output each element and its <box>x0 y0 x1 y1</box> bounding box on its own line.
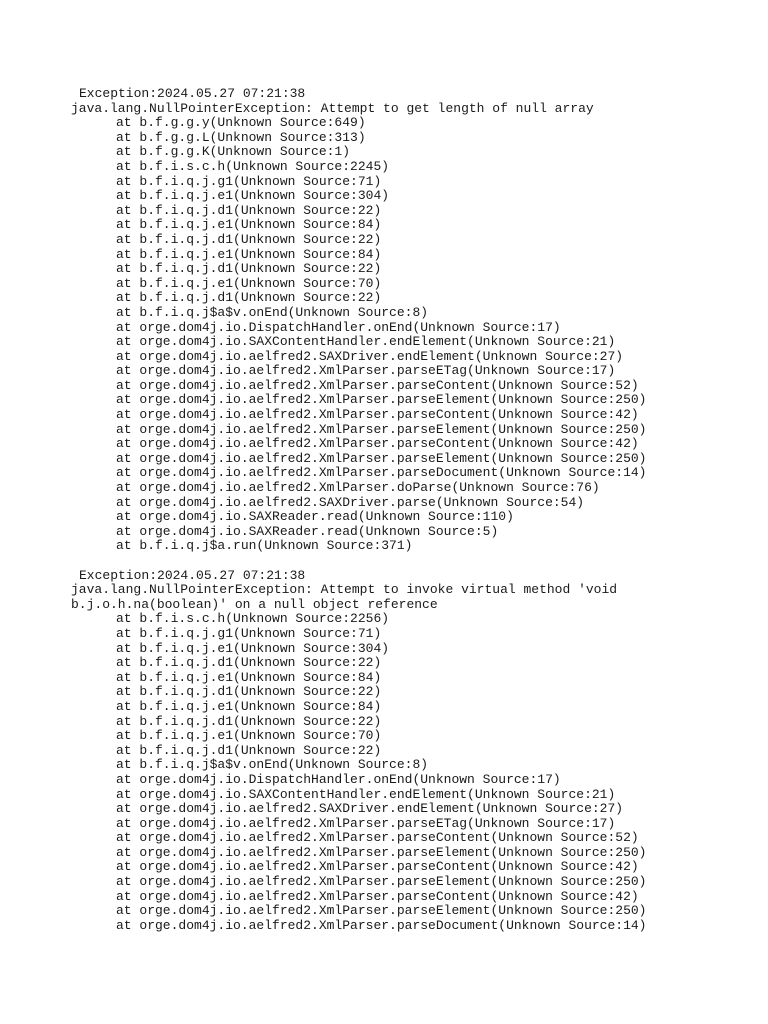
stack-frame: at b.f.i.q.j.d1(Unknown Source:22) <box>116 684 382 700</box>
stack-frame: at orge.dom4j.io.aelfred2.XmlParser.parseETag(Unknown Source:17) <box>116 815 616 831</box>
exception-message: java.lang.NullPointerException: Attempt to get length of null array <box>71 100 594 116</box>
stack-frame: at b.f.i.s.c.h(Unknown Source:2245) <box>116 158 390 174</box>
stack-frame: at orge.dom4j.io.SAXReader.read(Unknown Source:110) <box>116 509 514 525</box>
stack-frame: at orge.dom4j.io.aelfred2.SAXDriver.endElement(Unknown Source:27) <box>116 348 624 364</box>
stack-frame: at orge.dom4j.io.DispatchHandler.onEnd(Unknown Source:17) <box>116 771 561 787</box>
stack-frame: at orge.dom4j.io.aelfred2.XmlParser.parseContent(Unknown Source:42) <box>116 407 639 423</box>
stack-frame: at orge.dom4j.io.aelfred2.XmlParser.parseElement(Unknown Source:250) <box>116 903 647 919</box>
stack-frame: at b.f.i.q.j.g1(Unknown Source:71) <box>116 625 382 641</box>
stack-frame: at orge.dom4j.io.aelfred2.XmlParser.parseElement(Unknown Source:250) <box>116 392 647 408</box>
stack-frame: at b.f.i.q.j.d1(Unknown Source:22) <box>116 655 382 671</box>
exception-timestamp: Exception:2024.05.27 07:21:38 <box>79 86 306 101</box>
stack-frame: at orge.dom4j.io.SAXReader.read(Unknown Source:5) <box>116 523 499 539</box>
stack-frame: at b.f.i.q.j.e1(Unknown Source:84) <box>116 217 382 233</box>
stack-frame: at b.f.i.s.c.h(Unknown Source:2256) <box>116 611 390 627</box>
exception-message: b.j.o.h.na(boolean)' on a null object reference <box>71 596 438 612</box>
stack-frame: at b.f.g.g.L(Unknown Source:313) <box>116 129 366 145</box>
exception-timestamp: Exception:2024.05.27 07:21:38 <box>79 567 306 583</box>
stack-frame: at b.f.i.q.j.d1(Unknown Source:22) <box>116 231 382 247</box>
stack-frame: at b.f.g.g.y(Unknown Source:649) <box>116 115 366 131</box>
stack-frame: at orge.dom4j.io.aelfred2.XmlParser.parseElement(Unknown Source:250) <box>116 450 647 466</box>
stack-frame: at b.f.i.q.j$a$v.onEnd(Unknown Source:8) <box>116 757 429 773</box>
stack-frame: at b.f.i.q.j.e1(Unknown Source:304) <box>116 188 390 204</box>
stack-frame: at b.f.i.q.j.e1(Unknown Source:84) <box>116 698 382 714</box>
stack-frame: at orge.dom4j.io.aelfred2.XmlParser.parseContent(Unknown Source:52) <box>116 830 639 846</box>
stack-frame: at b.f.i.q.j$a$v.onEnd(Unknown Source:8) <box>116 304 429 320</box>
stack-frame: at b.f.i.q.j.d1(Unknown Source:22) <box>116 202 382 218</box>
stack-frame: at orge.dom4j.io.aelfred2.XmlParser.parseElement(Unknown Source:250) <box>116 844 647 860</box>
exception-block <box>71 87 751 554</box>
stack-frame: at b.f.i.q.j.e1(Unknown Source:70) <box>116 728 382 744</box>
stack-frame: at orge.dom4j.io.SAXContentHandler.endElement(Unknown Source:21) <box>116 786 616 802</box>
stack-frame: at orge.dom4j.io.aelfred2.SAXDriver.endElement(Unknown Source:27) <box>116 801 624 817</box>
stack-frame: at b.f.i.q.j.g1(Unknown Source:71) <box>116 173 382 189</box>
stack-frame: at b.f.i.q.j.d1(Unknown Source:22) <box>116 261 382 277</box>
stack-frame: at orge.dom4j.io.DispatchHandler.onEnd(Unknown Source:17) <box>116 319 561 335</box>
stack-frame: at orge.dom4j.io.aelfred2.XmlParser.parseDocument(Unknown Source:14) <box>116 465 647 481</box>
stack-frame: at orge.dom4j.io.aelfred2.XmlParser.parseETag(Unknown Source:17) <box>116 363 616 379</box>
stack-frame: at orge.dom4j.io.aelfred2.XmlParser.parseElement(Unknown Source:250) <box>116 421 647 437</box>
stack-frame: at b.f.i.q.j$a.run(Unknown Source:371) <box>116 538 413 554</box>
exception-message: java.lang.NullPointerException: Attempt to invoke virtual method 'void <box>71 582 618 598</box>
stack-frame: at orge.dom4j.io.aelfred2.XmlParser.parseContent(Unknown Source:42) <box>116 888 639 904</box>
stack-frame: at orge.dom4j.io.SAXContentHandler.endElement(Unknown Source:21) <box>116 334 616 350</box>
stack-frame: at b.f.i.q.j.e1(Unknown Source:84) <box>116 246 382 262</box>
stack-frame: at b.f.i.q.j.e1(Unknown Source:304) <box>116 640 390 656</box>
stack-trace-log <box>71 87 751 933</box>
exception-block <box>71 569 751 934</box>
stack-frame: at b.f.g.g.K(Unknown Source:1) <box>116 144 351 160</box>
stack-frame: at orge.dom4j.io.aelfred2.XmlParser.parseDocument(Unknown Source:14) <box>116 917 647 933</box>
stack-frame: at b.f.i.q.j.d1(Unknown Source:22) <box>116 290 382 306</box>
stack-frame: at orge.dom4j.io.aelfred2.XmlParser.doParse(Unknown Source:76) <box>116 480 600 496</box>
stack-frame: at orge.dom4j.io.aelfred2.XmlParser.parseElement(Unknown Source:250) <box>116 874 647 890</box>
stack-frame: at b.f.i.q.j.d1(Unknown Source:22) <box>116 713 382 729</box>
stack-frame: at orge.dom4j.io.aelfred2.SAXDriver.parse(Unknown Source:54) <box>116 494 585 510</box>
stack-frame: at orge.dom4j.io.aelfred2.XmlParser.parseContent(Unknown Source:42) <box>116 859 639 875</box>
stack-frame: at orge.dom4j.io.aelfred2.XmlParser.parseContent(Unknown Source:52) <box>116 377 639 393</box>
stack-frame: at b.f.i.q.j.d1(Unknown Source:22) <box>116 742 382 758</box>
stack-frame: at orge.dom4j.io.aelfred2.XmlParser.parseContent(Unknown Source:42) <box>116 436 639 452</box>
stack-frame: at b.f.i.q.j.e1(Unknown Source:84) <box>116 669 382 685</box>
stack-frame: at b.f.i.q.j.e1(Unknown Source:70) <box>116 275 382 291</box>
